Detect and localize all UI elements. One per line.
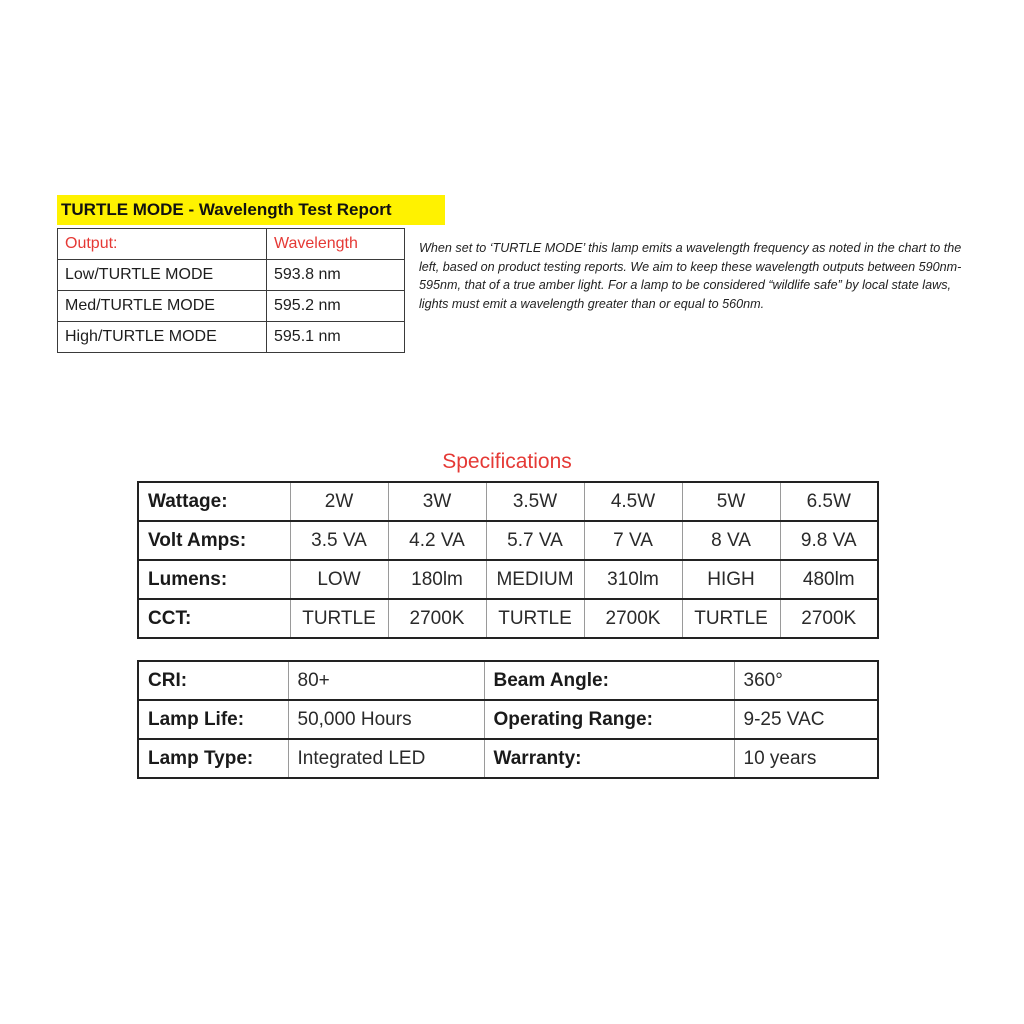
table-row [58,291,405,322]
table-row [58,260,405,291]
spec-label: CCT: [138,599,290,638]
attr-value-cri: 80+ [288,661,484,700]
spec-value: 4.2 VA [388,521,486,560]
spec-value: 2700K [584,599,682,638]
spec-value: 8 VA [682,521,780,560]
spec-value: TURTLE [486,599,584,638]
attr-label-lamp-life: Lamp Life: [138,700,288,739]
output-mode: High/TURTLE MODE [58,322,267,353]
spec-value: 4.5W [584,482,682,521]
spec-row-cct [138,599,878,638]
attr-label-cri: CRI: [138,661,288,700]
wavelength-value: 595.1 nm [267,322,405,353]
spec-value: 2700K [388,599,486,638]
spec-value: 7 VA [584,521,682,560]
attributes-table [137,660,879,779]
table-row [138,661,878,700]
spec-value: 3.5 VA [290,521,388,560]
spec-value: 2700K [780,599,878,638]
spec-value: TURTLE [682,599,780,638]
spec-value: 9.8 VA [780,521,878,560]
attr-label-lamp-type: Lamp Type: [138,739,288,778]
wavelength-value: 595.2 nm [267,291,405,322]
spec-value: TURTLE [290,599,388,638]
spec-value: MEDIUM [486,560,584,599]
report-note: When set to ‘TURTLE MODE’ this lamp emits a wavelength frequency as noted in the chart to the left, based on product testing reports. We aim to keep these wavelength outputs between 590nm-595nm, that of a true amber light. For a lamp to be considered “wildlife safe” by local state laws, lights must emit a wavelength greater than or equal to 560nm. [419,241,962,311]
header-wavelength: Wavelength [267,229,405,260]
attr-value-warranty: 10 years [734,739,878,778]
spec-value: 180lm [388,560,486,599]
attr-label-warranty: Warranty: [484,739,734,778]
attr-label-beam-angle: Beam Angle: [484,661,734,700]
table-row [138,700,878,739]
spec-row-volt-amps [138,521,878,560]
wavelength-table [57,228,405,353]
spec-value: HIGH [682,560,780,599]
attr-value-lamp-life: 50,000 Hours [288,700,484,739]
table-row [138,739,878,778]
spec-value: LOW [290,560,388,599]
spec-row-wattage [138,482,878,521]
table-row [58,322,405,353]
wavelength-value: 593.8 nm [267,260,405,291]
spec-label: Lumens: [138,560,290,599]
output-mode: Med/TURTLE MODE [58,291,267,322]
output-mode: Low/TURTLE MODE [58,260,267,291]
spec-label: Volt Amps: [138,521,290,560]
spec-value: 5W [682,482,780,521]
attr-value-beam-angle: 360° [734,661,878,700]
spec-value: 2W [290,482,388,521]
attr-value-operating-range: 9-25 VAC [734,700,878,739]
spec-row-lumens [138,560,878,599]
wavelength-table-header [58,229,405,260]
spec-value: 480lm [780,560,878,599]
attr-value-lamp-type: Integrated LED [288,739,484,778]
attr-label-operating-range: Operating Range: [484,700,734,739]
specifications-heading: Specifications [442,450,572,473]
report-title: TURTLE MODE - Wavelength Test Report [57,195,445,225]
spec-value: 3W [388,482,486,521]
spec-value: 5.7 VA [486,521,584,560]
spec-value: 6.5W [780,482,878,521]
spec-value: 310lm [584,560,682,599]
specifications-table [137,481,879,639]
spec-label: Wattage: [138,482,290,521]
header-output: Output: [58,229,267,260]
spec-value: 3.5W [486,482,584,521]
